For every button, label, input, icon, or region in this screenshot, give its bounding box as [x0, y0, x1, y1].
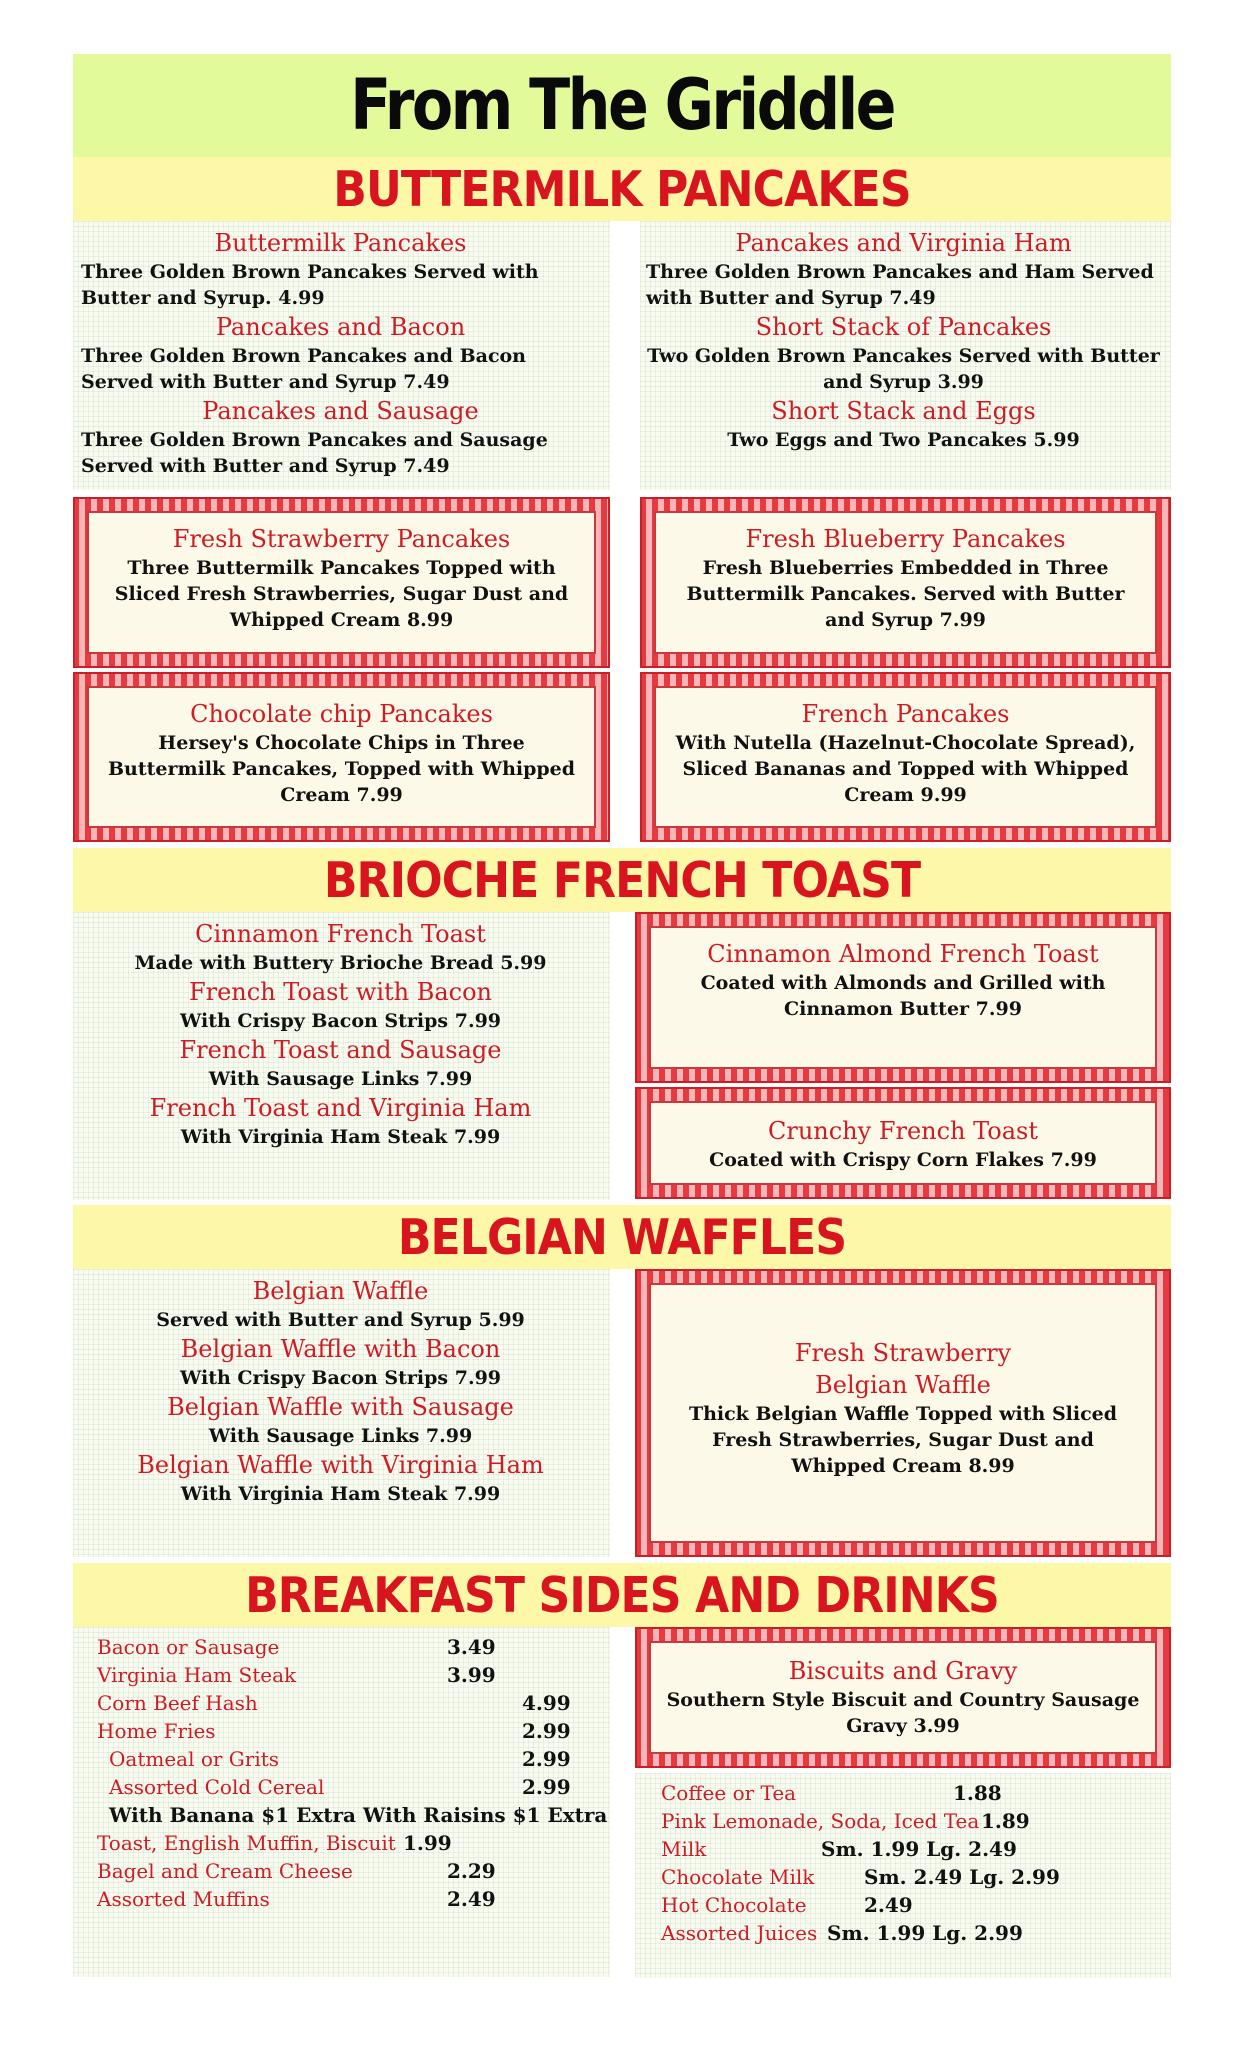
french-toast-list	[73, 912, 610, 1200]
item-price: 1.99	[403, 1831, 452, 1855]
item-description: Fresh Blueberries Embedded in Three Buttermilk Pancakes. Served with Butter and Syrup 7.99	[686, 557, 1125, 631]
item-name: Bagel and Cream Cheese	[97, 1859, 353, 1883]
item-description: Coated with Almonds and Grilled with Cinnamon Butter 7.99	[700, 972, 1106, 1020]
special-box-blueberry-pancakes	[640, 497, 1171, 668]
item-title: Pancakes and Sausage	[202, 397, 479, 425]
item-price: 1.88	[953, 1781, 1002, 1805]
list-item	[97, 1801, 610, 1829]
item-price: 2.29	[447, 1859, 496, 1883]
menu-item	[81, 1034, 600, 1092]
item-price: Sm. 1.99 Lg. 2.49	[821, 1837, 1017, 1861]
item-title: Pancakes and Bacon	[215, 313, 466, 341]
item-title: Fresh Strawberry Pancakes	[172, 525, 511, 553]
item-name: Pink Lemonade, Soda, Iced Tea	[661, 1809, 980, 1833]
item-description: With Crispy Bacon Strips 7.99	[179, 1010, 502, 1032]
item-title: Chocolate chip Pancakes	[190, 700, 493, 728]
special-box-french-pancakes	[640, 672, 1171, 842]
list-item	[661, 1779, 1171, 1807]
item-description: With Crispy Bacon Strips 7.99	[179, 1367, 502, 1389]
item-title: French Toast and Sausage	[179, 1036, 502, 1064]
item-name: Oatmeal or Grits	[109, 1747, 280, 1771]
item-name: Assorted Muffins	[97, 1887, 270, 1911]
item-name: Home Fries	[97, 1719, 216, 1743]
page-title: From The Griddle	[350, 64, 894, 146]
item-description: Southern Style Biscuit and Country Sausage Gravy 3.99	[666, 1689, 1140, 1737]
item-description: Two Golden Brown Pancakes Served with Butter and Syrup 3.99	[647, 345, 1160, 393]
menu-item	[81, 311, 600, 395]
menu-title-bar	[73, 54, 1171, 157]
item-price: 2.99	[522, 1719, 571, 1743]
item-title: French Pancakes	[801, 700, 1010, 728]
list-item	[661, 1919, 1171, 1947]
item-price: Sm. 2.49 Lg. 2.99	[864, 1865, 1060, 1889]
item-description: With Nutella (Hazelnut-Chocolate Spread), Sliced Bananas and Topped with Whipped Cream 9.99	[675, 732, 1136, 806]
item-description: Hersey's Chocolate Chips in Three Buttermilk Pancakes, Topped with Whipped Cream 7.99	[107, 732, 576, 806]
item-title: Cinnamon Almond French Toast	[707, 940, 1099, 968]
item-name: Virginia Ham Steak	[97, 1663, 297, 1687]
list-item	[97, 1717, 610, 1745]
section-header-sides	[73, 1563, 1171, 1627]
special-box-strawberry-waffle	[635, 1269, 1171, 1557]
drinks-list	[635, 1773, 1171, 1978]
item-title: Fresh Strawberry	[794, 1339, 1012, 1367]
special-box-cinnamon-almond-french-toast	[635, 912, 1171, 1083]
menu-item	[81, 1333, 600, 1391]
list-item	[97, 1829, 610, 1857]
menu-item	[646, 227, 1161, 311]
item-price: 4.99	[522, 1691, 571, 1715]
item-description: With Virginia Ham Steak 7.99	[180, 1126, 501, 1148]
list-item	[97, 1745, 610, 1773]
section-title: BREAKFAST SIDES AND DRINKS	[245, 1567, 999, 1624]
item-name: Hot Chocolate	[661, 1893, 807, 1917]
item-extra-note: With Banana $1 Extra With Raisins $1 Extra	[109, 1803, 608, 1827]
item-title: French Toast and Virginia Ham	[149, 1094, 532, 1122]
item-name: Assorted Juices	[661, 1921, 818, 1945]
section-header-waffles	[73, 1205, 1171, 1269]
item-title: Belgian Waffle with Virginia Ham	[137, 1451, 544, 1479]
item-description: Three Golden Brown Pancakes and Bacon Served with Butter and Syrup 7.49	[81, 345, 526, 393]
item-title: Belgian Waffle	[252, 1277, 429, 1305]
item-title: Belgian Waffle with Sausage	[167, 1393, 514, 1421]
section-header-french-toast	[73, 848, 1171, 912]
item-price: 2.49	[864, 1893, 913, 1917]
pancakes-list-left	[73, 221, 610, 490]
list-item	[661, 1863, 1171, 1891]
item-description: Three Buttermilk Pancakes Topped with Sliced Fresh Strawberries, Sugar Dust and Whipped Cream 8.99	[114, 557, 569, 631]
menu-item	[81, 1449, 600, 1507]
item-title: Fresh Blueberry Pancakes	[745, 525, 1066, 553]
menu-item	[81, 1275, 600, 1333]
menu-item	[81, 976, 600, 1034]
special-box-strawberry-pancakes	[73, 497, 610, 668]
item-title: Short Stack and Eggs	[771, 397, 1036, 425]
menu-item	[81, 1391, 600, 1449]
special-box-chocolate-chip-pancakes	[73, 672, 610, 842]
section-title: BRIOCHE FRENCH TOAST	[323, 852, 921, 909]
item-title: Crunchy French Toast	[767, 1117, 1038, 1145]
item-description: Three Golden Brown Pancakes Served with Butter and Syrup. 4.99	[81, 261, 539, 309]
list-item	[97, 1773, 610, 1801]
sides-list	[73, 1627, 610, 1977]
item-price: 1.89	[981, 1809, 1030, 1833]
item-title: French Toast with Bacon	[188, 978, 493, 1006]
menu-item	[81, 395, 600, 479]
item-description: Served with Butter and Syrup 5.99	[156, 1309, 525, 1331]
section-title: BELGIAN WAFFLES	[397, 1209, 847, 1266]
item-description: With Sausage Links 7.99	[208, 1425, 473, 1447]
item-description: Thick Belgian Waffle Topped with Sliced Fresh Strawberries, Sugar Dust and Whipped Cream 8.99	[688, 1403, 1118, 1477]
item-title: Belgian Waffle	[815, 1371, 991, 1399]
item-price: 2.99	[522, 1747, 571, 1771]
list-item	[661, 1807, 1171, 1835]
item-description: With Virginia Ham Steak 7.99	[180, 1483, 501, 1505]
item-description: Coated with Crispy Corn Flakes 7.99	[709, 1149, 1097, 1171]
list-item	[97, 1857, 610, 1885]
item-price: 3.99	[447, 1663, 496, 1687]
menu-item	[646, 311, 1161, 395]
item-title: Buttermilk Pancakes	[214, 229, 467, 257]
menu-item	[81, 918, 600, 976]
item-name: Toast, English Muffin, Biscuit	[97, 1831, 396, 1855]
special-box-biscuits-gravy	[635, 1627, 1171, 1768]
list-item	[97, 1689, 610, 1717]
item-name: Bacon or Sausage	[97, 1635, 280, 1659]
item-name: Chocolate Milk	[661, 1865, 815, 1889]
item-price: 2.49	[447, 1887, 496, 1911]
menu-item	[646, 395, 1161, 453]
pancakes-list-right	[640, 221, 1171, 490]
item-title: Biscuits and Gravy	[788, 1657, 1018, 1685]
item-name: Corn Beef Hash	[97, 1691, 258, 1715]
item-price: 3.49	[447, 1635, 496, 1659]
item-description: With Sausage Links 7.99	[208, 1068, 473, 1090]
list-item	[97, 1885, 610, 1913]
item-price: Sm. 1.99 Lg. 2.99	[827, 1921, 1023, 1945]
item-title: Pancakes and Virginia Ham	[735, 229, 1072, 257]
waffles-list	[73, 1269, 610, 1557]
item-description: Three Golden Brown Pancakes and Sausage Served with Butter and Syrup 7.49	[81, 429, 548, 477]
item-price: 2.99	[522, 1775, 571, 1799]
list-item	[97, 1661, 610, 1689]
item-title: Cinnamon French Toast	[195, 920, 486, 948]
item-description: Two Eggs and Two Pancakes 5.99	[727, 429, 1080, 451]
item-name: Milk	[661, 1837, 707, 1861]
item-description: Three Golden Brown Pancakes and Ham Served with Butter and Syrup 7.49	[646, 261, 1154, 309]
item-title: Short Stack of Pancakes	[755, 313, 1052, 341]
section-header-pancakes	[73, 157, 1171, 221]
menu-item	[81, 1092, 600, 1150]
menu-item	[81, 227, 600, 311]
special-box-crunchy-french-toast	[635, 1087, 1171, 1199]
list-item	[661, 1891, 1171, 1919]
item-name: Coffee or Tea	[661, 1781, 797, 1805]
item-title: Belgian Waffle with Bacon	[180, 1335, 501, 1363]
item-description: Made with Buttery Brioche Bread 5.99	[134, 952, 547, 974]
section-title: BUTTERMILK PANCAKES	[333, 161, 911, 218]
list-item	[661, 1835, 1171, 1863]
list-item	[97, 1633, 610, 1661]
item-name: Assorted Cold Cereal	[109, 1775, 325, 1799]
